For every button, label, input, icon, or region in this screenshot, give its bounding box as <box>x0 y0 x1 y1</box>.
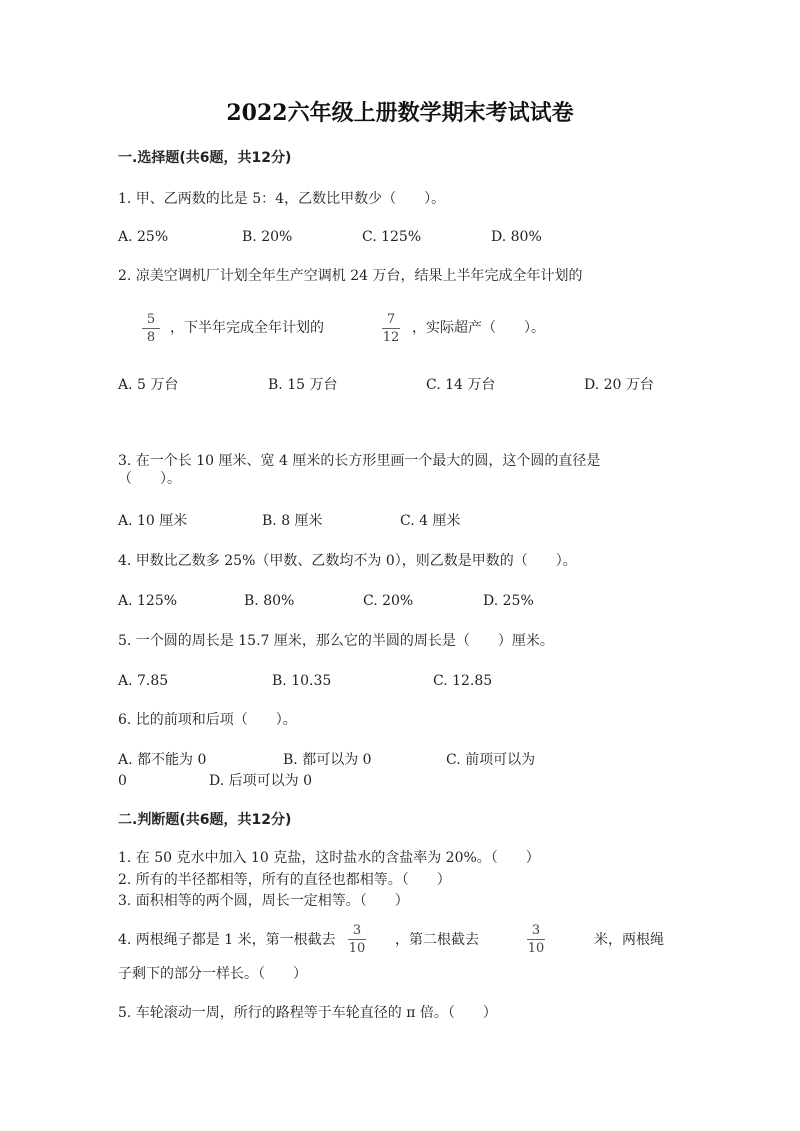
option: B. 8 厘米 <box>262 513 323 529</box>
question-text: 3. 在一个长 10 厘米、宽 4 厘米的长方形里画一个最大的圆，这个圆的直径是 <box>118 453 601 469</box>
option: A. 7.85 <box>118 673 169 689</box>
judgment-item: 米，两根绳 <box>594 932 664 948</box>
fraction <box>382 312 400 345</box>
question-text: 1. 甲、乙两数的比是 5：4，乙数比甲数少（ ）。 <box>118 191 446 207</box>
denominator: 10 <box>527 941 545 956</box>
fraction <box>527 923 545 956</box>
option: C. 125% <box>362 229 422 245</box>
option: B. 10.35 <box>272 673 332 689</box>
fraction <box>142 312 160 345</box>
numerator: 7 <box>386 312 396 327</box>
fraction-bar <box>348 939 366 940</box>
numerator: 5 <box>146 312 156 327</box>
denominator: 8 <box>146 330 156 345</box>
judgment-item: 3. 面积相等的两个圆，周长一定相等。（ ） <box>118 893 409 909</box>
fraction <box>348 923 366 956</box>
option: A. 125% <box>118 593 178 609</box>
judgment-item: 2. 所有的半径都相等，所有的直径也都相等。（ ） <box>118 872 451 888</box>
option: D. 25% <box>483 593 534 609</box>
option: C. 12.85 <box>433 673 493 689</box>
option: B. 15 万台 <box>268 377 338 393</box>
option: B. 都可以为 0 <box>283 752 372 768</box>
numerator: 3 <box>352 923 362 938</box>
denominator: 12 <box>382 330 400 345</box>
option: C. 前项可以为 <box>446 752 536 768</box>
judgment-item: ，第二根截去 <box>395 932 479 948</box>
option: D. 后项可以为 0 <box>209 773 312 789</box>
question-text: 5. 一个圆的周长是 15.7 厘米，那么它的半圆的周长是（ ）厘米。 <box>118 633 554 649</box>
denominator: 10 <box>348 941 366 956</box>
fraction-bar <box>527 939 545 940</box>
option: D. 80% <box>491 229 542 245</box>
judgment-item: 子剩下的部分一样长。（ ） <box>118 966 307 982</box>
question-text: （ ）。 <box>118 471 181 487</box>
option: 0 <box>118 773 127 789</box>
option: A. 5 万台 <box>118 377 179 393</box>
page-title: 2022六年级上册数学期末考试试卷 <box>226 100 574 126</box>
question-text: 6. 比的前项和后项（ ）。 <box>118 712 297 728</box>
judgment-item: 4. 两根绳子都是 1 米，第一根截去 <box>118 932 336 948</box>
section-heading: 一.选择题(共6题，共12分) <box>118 150 292 166</box>
option: A. 10 厘米 <box>118 513 188 529</box>
numerator: 3 <box>531 923 541 938</box>
option: A. 25% <box>118 229 169 245</box>
fraction-bar <box>142 328 160 329</box>
option: C. 20% <box>363 593 414 609</box>
question-text: ，下半年完成全年计划的 <box>170 320 324 336</box>
section-heading: 二.判断题(共6题，共12分) <box>118 812 292 828</box>
option: C. 14 万台 <box>426 377 496 393</box>
option: B. 80% <box>244 593 295 609</box>
judgment-item: 5. 车轮滚动一周，所行的路程等于车轮直径的 π 倍。（ ） <box>118 1005 497 1021</box>
question-text: 4. 甲数比乙数多 25%（甲数、乙数均不为 0），则乙数是甲数的（ ）。 <box>118 553 577 569</box>
option: B. 20% <box>242 229 293 245</box>
question-text: ，实际超产（ ）。 <box>412 320 545 336</box>
option: D. 20 万台 <box>584 377 654 393</box>
fraction-bar <box>382 328 400 329</box>
judgment-item: 1. 在 50 克水中加入 10 克盐，这时盐水的含盐率为 20%。（ ） <box>118 850 540 866</box>
question-text: 2. 凉美空调机厂计划全年生产空调机 24 万台，结果上半年完成全年计划的 <box>118 268 583 284</box>
option: C. 4 厘米 <box>400 513 461 529</box>
option: A. 都不能为 0 <box>118 752 207 768</box>
